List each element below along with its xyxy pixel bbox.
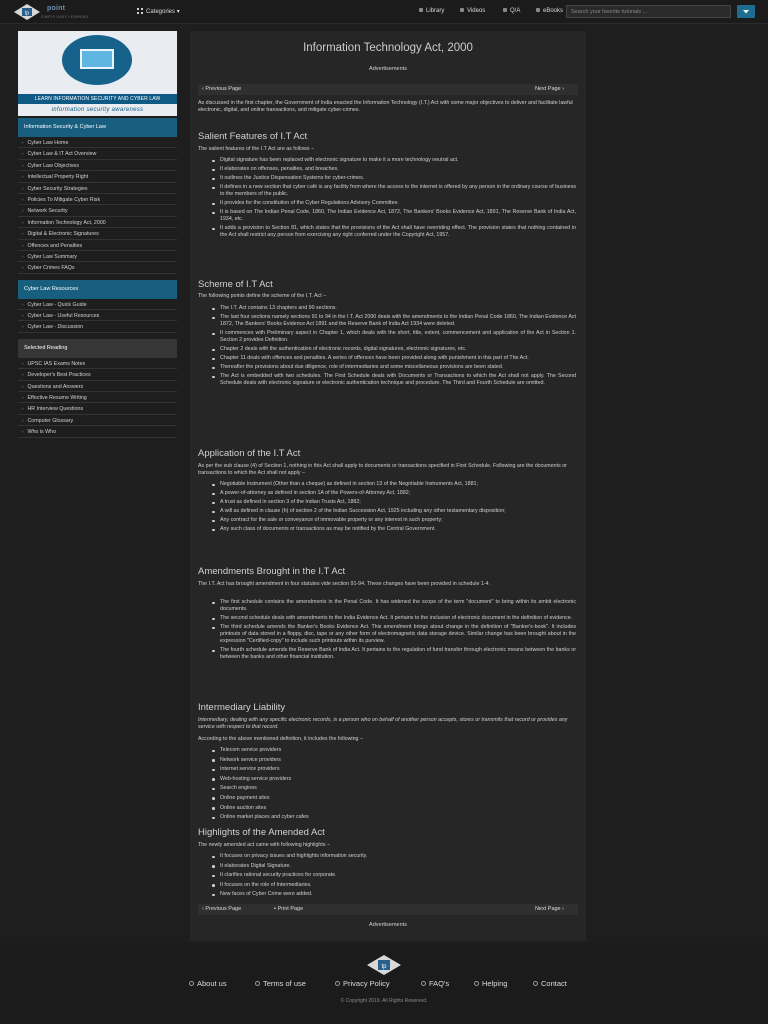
chevron-right-icon: ›	[22, 196, 24, 202]
list-item: The last four sections namely sections 91 to 94 in the I.T. Act 2000 deals with the amendments to the Indian Penal Code 1860, The Indian Evidence Act 1872, The Bankers' Books Evidence Act 1891 and the Reserve Bank of India Act 1934 were deleted.	[220, 314, 576, 327]
sidebar-item-label: UPSC IAS Exams Notes	[27, 360, 86, 367]
sidebar	[18, 31, 177, 438]
sidebar-section-title: Cyber Law Resources	[18, 280, 177, 299]
nav-qa[interactable]	[503, 8, 520, 14]
sidebar-item-label: Offences and Penalties	[27, 242, 83, 249]
categories-menu[interactable]	[137, 8, 180, 15]
list-item: Thereafter the provisions about due diligence, role of intermediaries and some miscellaneous provisions are been stated.	[220, 364, 576, 371]
list-item: A power-of-attorney as defined in section 1A of the Powers-of-Attorney Act, 1882;	[220, 490, 576, 497]
intermediary-list	[220, 747, 576, 824]
list-item: The third schedule amends the Banker's Books Evidence Act. This amendment brings about change in the definition of "Banker's-book". It includes printouts of data stored in a floppy, disc, tape or any other form of electromagnetic data storage device. Similar change has been brought about in the expression "Certified-copy" to include such printouts within its purview.	[220, 624, 576, 644]
chevron-right-icon: ›	[562, 86, 564, 92]
chevron-right-icon: ›	[22, 313, 24, 319]
chevron-right-icon: ›	[22, 140, 24, 145]
nav-videos[interactable]	[460, 8, 485, 14]
sidebar-item-label: Who is Who	[27, 429, 57, 436]
pager-top	[198, 84, 578, 95]
advertisements-label: Advertisements	[369, 922, 407, 928]
list-item: Chapter 2 deals with the authentication of electronic records, digital signatures, electronic signatures, etc.	[220, 346, 576, 353]
chevron-right-icon: ›	[22, 219, 24, 225]
info-icon	[189, 981, 194, 986]
intermediary-intro: Intermediary, dealing with any specific electronic records, is a person who on behalf of another person accepts, stores or transmits that record or provides any service with respect to that record.	[198, 717, 568, 730]
chevron-right-icon: ›	[22, 429, 24, 435]
footer-faq-label: FAQ's	[429, 979, 450, 988]
sidebar-item-label: HR Interview Questions	[27, 406, 84, 413]
qa-icon	[503, 8, 507, 12]
previous-page-link[interactable]	[202, 86, 241, 92]
sidebar-item[interactable]	[18, 228, 177, 239]
sidebar-item-label: Cyber Law - Useful Resources	[27, 313, 100, 320]
sidebar-item-active[interactable]	[18, 217, 177, 228]
sidebar-item[interactable]	[18, 148, 177, 159]
list-item: Web-hosting service providers	[220, 776, 576, 783]
nav-qa-label: Q/A	[510, 8, 521, 14]
list-item: It provides for the constitution of the Cyber Regulations Advisory Committee.	[220, 200, 576, 207]
sidebar-item-label: Information Technology Act, 2000	[27, 219, 106, 226]
sidebar-item[interactable]	[18, 171, 177, 182]
footer-terms-label: Terms of use	[263, 979, 306, 988]
chevron-right-icon: ›	[22, 383, 24, 389]
sidebar-item[interactable]	[18, 183, 177, 194]
sidebar-item-label: Computer Glossary	[27, 417, 74, 424]
sidebar-item-label: Cyber Law - Quick Guide	[27, 301, 87, 308]
logo-icon	[14, 4, 40, 21]
footer-helping-label: Helping	[482, 979, 508, 988]
sidebar-item-label: Cyber Law & IT Act Overview	[27, 151, 97, 158]
chevron-down-icon: ▾	[176, 9, 180, 15]
heading-highlights: Highlights of the Amended Act	[198, 827, 325, 838]
sidebar-item-label: Cyber Crimes FAQs	[27, 265, 75, 272]
nav-ebooks-label: eBooks	[543, 8, 564, 14]
application-list	[220, 481, 576, 535]
sidebar-section-title: Information Security & Cyber Law	[18, 118, 177, 137]
list-item: Any such class of documents or transactions as may be notified by the Central Government.	[220, 526, 576, 533]
next-page-link[interactable]	[535, 906, 564, 912]
amend-intro: The I.T. Act has brought amendment in four statutes vide section 91-94. These changes have been provided in schedule 1-4.	[198, 581, 491, 587]
heading-scheme: Scheme of I.T Act	[198, 279, 273, 290]
list-item: Telecom service providers	[220, 747, 576, 754]
top-navbar	[0, 0, 768, 24]
list-item: Online auction sites	[220, 805, 576, 812]
footer-contact-link[interactable]	[533, 979, 567, 988]
banner-headline: LEARN INFORMATION SECURITY AND CYBER LAW	[18, 94, 177, 104]
list-item: The first schedule contains the amendments in the Penal Code. It has widened the scope of the term "document" to bring within its ambit electronic documents.	[220, 599, 576, 612]
chevron-right-icon: ›	[22, 208, 24, 214]
chevron-right-icon: ›	[22, 151, 24, 157]
nav-library[interactable]	[419, 8, 444, 14]
sidebar-banner-image	[18, 31, 177, 116]
contact-icon	[533, 981, 538, 986]
search-button[interactable]	[737, 5, 755, 18]
chevron-right-icon: ›	[22, 174, 24, 180]
chevron-right-icon: ›	[22, 242, 24, 248]
chevron-right-icon: ›	[22, 253, 24, 259]
sidebar-item-label: Intellectual Property Right	[27, 174, 89, 181]
sidebar-item-label: Network Security	[27, 208, 68, 215]
list-item: A trust as defined in section 3 of the Indian Trusts Act, 1882;	[220, 499, 576, 506]
chevron-right-icon: ›	[562, 906, 564, 912]
sidebar-item[interactable]	[18, 205, 177, 216]
list-item: A will as defined in clause (h) of section 2 of the Indian Succession Act, 1925 including any other testamentary disposition;	[220, 508, 576, 515]
sidebar-item-label: Effective Resume Writing	[27, 395, 87, 402]
svg-text:tp: tp	[381, 964, 387, 970]
sidebar-item-label: Cyber Law Summary	[27, 253, 77, 260]
footer-terms-link[interactable]	[255, 979, 306, 988]
lock-icon	[335, 981, 340, 986]
sidebar-section-title: Selected Reading	[18, 339, 177, 358]
sidebar-item[interactable]	[18, 160, 177, 171]
sidebar-item-label: Cyber Law - Discussion	[27, 324, 84, 331]
help-icon	[474, 981, 479, 986]
pager-bottom	[198, 904, 578, 915]
list-item: New faces of Cyber Crime were added.	[220, 891, 576, 898]
sidebar-item-label: Cyber Security Strategies	[27, 185, 88, 192]
search-icon	[742, 8, 750, 15]
scheme-intro: The following points define the scheme of the I.T. Act −	[198, 293, 327, 299]
previous-page-label: Previous Page	[205, 86, 242, 92]
chevron-right-icon: ›	[22, 265, 24, 271]
chevron-right-icon: ›	[22, 231, 24, 237]
footer-logo-icon[interactable]	[367, 955, 401, 977]
list-item: It adds a provision to Section 81, which states that the provisions of the Act shall have overriding effect. The provision states that nothing contained in the Act shall restrict any person from exercising any right conferred under the Copyright Act, 1957.	[220, 225, 576, 238]
sidebar-item[interactable]	[18, 240, 177, 251]
list-item: Digital signature has been replaced with electronic signature to make it a more technology neutral act.	[220, 157, 576, 164]
salient-intro: The salient features of the I.T Act are as follows −	[198, 146, 315, 152]
print-icon: ▪	[274, 906, 276, 912]
list-item: It clarifies rational security practices for corporate.	[220, 872, 576, 879]
chevron-right-icon: ›	[22, 372, 24, 378]
chevron-right-icon: ›	[22, 324, 24, 330]
nav-videos-label: Videos	[467, 8, 486, 14]
video-icon	[460, 8, 464, 12]
question-icon	[421, 981, 426, 986]
search-input[interactable]: Search your favorite tutorials ...	[566, 5, 731, 18]
sidebar-item-label: Digital & Electronic Signatures	[27, 231, 99, 238]
sidebar-item-label: Questions and Answers	[27, 383, 84, 390]
intro-paragraph: As discussed in the first chapter, the Government of India enacted the Information Technology (I.T.) Act with some major objectives to deliver and facilitate lawful electronic, digital, and online transactions, and mitigate cyber-crimes.	[198, 100, 573, 113]
logo-brand-text: point	[47, 5, 66, 12]
salient-list	[220, 157, 576, 241]
list-item: The I.T. Act contains 13 chapters and 90 sections.	[220, 305, 576, 312]
application-intro: As per the sub clause (4) of Section 1, nothing in this Act shall apply to documents or transactions specified in First Schedule. Following are the documents or transactions to which the Act shall not apply −	[198, 463, 567, 476]
highlights-intro: The newly amended act came with following highlights −	[198, 842, 331, 848]
copyright-text: © Copyright 2019. All Rights Reserved.	[340, 998, 428, 1004]
sidebar-list-tutorial	[18, 137, 177, 274]
print-page-label: Print Page	[277, 906, 304, 912]
nav-library-label: Library	[426, 8, 445, 14]
chevron-left-icon: ‹	[202, 906, 204, 912]
list-item: It focuses on the role of Intermediaries.	[220, 882, 576, 889]
banner-laptop-icon	[80, 49, 114, 69]
footer-contact-label: Contact	[541, 979, 567, 988]
list-item: It elaborates Digital Signature.	[220, 863, 576, 870]
sidebar-item[interactable]	[18, 310, 177, 321]
list-item: Network service providers	[220, 757, 576, 764]
footer-about-label: About us	[197, 979, 227, 988]
banner-subline: information security awareness	[18, 105, 177, 116]
sidebar-item[interactable]	[18, 403, 177, 414]
list-item: The fourth schedule amends the Reserve Bank of India Act. It pertains to the regulation of fund transfer through electronic means between the banks or between the banks and other financial institution.	[220, 647, 576, 660]
list-item: Chapter 11 deals with offences and penalties. A series of offences have been provided along with punishment in this part of The Act.	[220, 355, 576, 362]
site-logo[interactable]	[14, 4, 126, 21]
footer-privacy-link[interactable]	[335, 979, 390, 988]
list-item: The second schedule deals with amendments to the India Evidence Act. It pertains to the inclusion of electronic document in the definition of evidence.	[220, 615, 576, 622]
heading-amendments: Amendments Brought in the I.T Act	[198, 566, 346, 577]
scheme-list	[220, 305, 576, 389]
library-icon	[419, 8, 423, 12]
footer-helping-link[interactable]	[474, 979, 507, 988]
footer-privacy-label: Privacy Policy	[343, 979, 390, 988]
sidebar-item[interactable]	[18, 262, 177, 273]
chevron-right-icon: ›	[22, 406, 24, 412]
next-page-label: Next Page	[534, 906, 561, 912]
grid-icon	[137, 8, 143, 14]
list-item: Online payment sites	[220, 795, 576, 802]
list-item: It focuses on privacy issues and highlights information security.	[220, 853, 576, 860]
heading-salient: Salient Features of I.T Act	[198, 131, 308, 142]
list-item: It elaborates on offenses, penalties, and breaches.	[220, 166, 576, 173]
sidebar-item[interactable]	[18, 426, 177, 437]
print-page-link[interactable]	[274, 906, 303, 912]
list-item: The Act is embedded with two schedules. The First Schedule deals with Documents or Transactions to which the Act shall not apply. The Second Schedule deals with electronic signature or electronic authentication technique and procedure. The Third and Fourth Schedule are omitted.	[220, 373, 576, 386]
sidebar-item[interactable]	[18, 194, 177, 205]
intermediary-intro-2: According to the above mentioned definition, it includes the following −	[198, 736, 364, 742]
sidebar-item[interactable]	[18, 415, 177, 426]
chevron-right-icon: ›	[22, 417, 24, 423]
main-content	[190, 31, 586, 941]
sidebar-item[interactable]	[18, 251, 177, 262]
sidebar-item[interactable]	[18, 299, 177, 310]
list-item: It outlines the Justice Dispensation Systems for cyber-crimes.	[220, 175, 576, 182]
list-item: It is based on The Indian Penal Code, 1860, The Indian Evidence Act, 1872, The Bankers' Books Evidence Act, 1891, The Reserve Bank of India Act, 1934, etc.	[220, 209, 576, 222]
categories-label: Categories	[146, 9, 176, 15]
heading-intermediary: Intermediary Liability	[198, 702, 286, 713]
sidebar-item-label: Developer's Best Practices	[27, 372, 91, 379]
list-item: It defines in a new section that cyber café is any facility from where the access to the internet is offered by any person in the ordinary course of business to the members of the public.	[220, 184, 576, 197]
sidebar-item[interactable]	[18, 381, 177, 392]
svg-text:tp: tp	[24, 10, 30, 17]
list-item: Internet service providers	[220, 766, 576, 773]
previous-page-link[interactable]	[202, 906, 241, 912]
chevron-right-icon: ›	[22, 185, 24, 191]
heading-application: Application of the I.T Act	[198, 448, 301, 459]
list-item: Negotiable Instrument (Other than a cheque) as defined in section 13 of the Negotiable Instruments Act, 1881;	[220, 481, 576, 488]
sidebar-list-reading	[18, 358, 177, 438]
list-item: Any contract for the sale or conveyance of immovable property or any interest in such property;	[220, 517, 576, 524]
previous-page-label: Previous Page	[205, 906, 242, 912]
sidebar-item-label: Cyber Law Objectives	[27, 162, 80, 169]
footer	[0, 943, 768, 1024]
list-item: Search engines	[220, 785, 576, 792]
footer-about-link[interactable]	[189, 979, 227, 988]
sidebar-item[interactable]	[18, 392, 177, 403]
chevron-right-icon: ›	[22, 301, 24, 307]
advertisements-label: Advertisements	[369, 66, 407, 72]
chevron-right-icon: ›	[22, 162, 24, 168]
sidebar-item[interactable]	[18, 358, 177, 369]
sidebar-item[interactable]	[18, 137, 177, 148]
sidebar-item[interactable]	[18, 321, 177, 332]
list-item: It commences with Preliminary aspect in Chapter 1, which deals with the short, title, extent, commencement and application of the Act in Section 1. Section 2 provides Definition.	[220, 330, 576, 343]
sidebar-item[interactable]	[18, 369, 177, 380]
chevron-left-icon: ‹	[202, 86, 204, 92]
footer-faq-link[interactable]	[421, 979, 449, 988]
next-page-label: Next Page	[534, 86, 561, 92]
page-title: Information Technology Act, 2000	[303, 42, 473, 54]
nav-ebooks[interactable]	[536, 8, 563, 14]
ebook-icon	[536, 8, 540, 12]
sidebar-item-label: Cyber Law Home	[27, 140, 69, 146]
chevron-right-icon: ›	[22, 395, 24, 401]
next-page-link[interactable]	[535, 86, 564, 92]
logo-tagline: SIMPLY EASY LEARNING	[41, 15, 89, 19]
chevron-right-icon: ›	[22, 360, 24, 366]
terms-icon	[255, 981, 260, 986]
list-item: Online market places and cyber cafes	[220, 814, 576, 821]
sidebar-list-resources	[18, 299, 177, 333]
highlights-list	[220, 853, 576, 901]
sidebar-item-label: Policies To Mitigate Cyber Risk	[27, 196, 101, 203]
amend-list	[220, 599, 576, 663]
